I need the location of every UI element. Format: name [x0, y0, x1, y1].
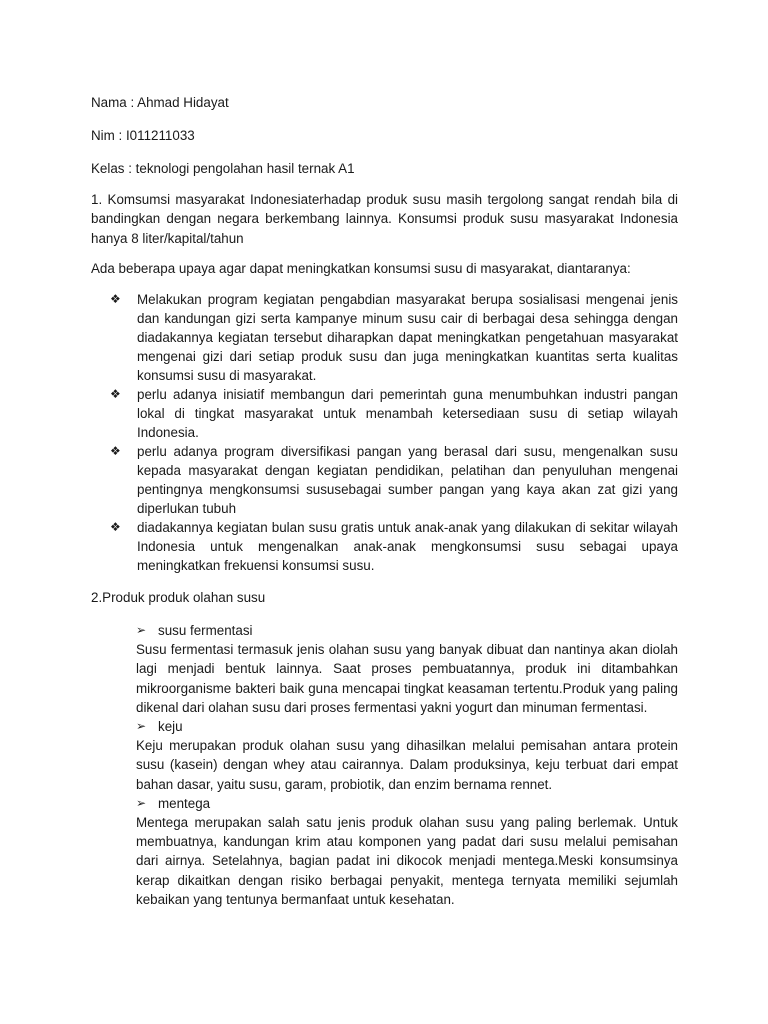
- list-item: [110, 518, 678, 575]
- student-nim: Nim : I011211033: [91, 128, 195, 143]
- arrow-bullet-icon: ➢: [136, 623, 147, 637]
- student-class: Kelas : teknologi pengolahan hasil ternak A1: [91, 161, 355, 176]
- product-description: Mentega merupakan salah satu jenis produk olahan susu yang paling berlemak. Untuk membuatnya, kandungan krim atau komponen yang padat dari susu melalui pemisahan dari airnya. Setelahnya, bagian padat ini dikocok menjadi mentega.Meski konsumsinya kerap dikaitkan dengan risiko berbagai penyakit, mentega ternyata memiliki sejumlah kebaikan yang tentunya bermanfaat untuk kesehatan.: [136, 815, 678, 907]
- arrow-bullet-icon: ➢: [136, 719, 147, 734]
- product-list: [136, 621, 678, 909]
- product-description: Susu fermentasi termasuk jenis olahan susu yang banyak dibuat dan nantinya akan diolah lagi menjadi bentuk lainnya. Saat proses pembuatannya, produk ini ditambahkan mikroorganisme bakteri baik guna mencapai tingkat keasaman tertentu.Produk yang paling dikenal dari olahan susu dari proses fermentasi yakni yogurt dan minuman fermentasi.: [136, 642, 678, 715]
- list-item-text: perlu adanya inisiatif membangun dari pemerintah guna menumbuhkan industri pangan lokal di tingkat masyarakat untuk menambah ketersediaan susu di setiap wilayah Indonesia.: [137, 387, 678, 440]
- list-item-text: diadakannya kegiatan bulan susu gratis untuk anak-anak yang dilakukan di sekitar wilayah Indonesia untuk mengenalkan anak-anak mengkonsumsi susu sebagai upaya meningkatkan frekuensi konsumsi susu.: [137, 520, 678, 573]
- list-item-text: perlu adanya program diversifikasi pangan yang berasal dari susu, mengenalkan susu kepada masyarakat dengan kegiatan pendidikan, pelatihan dan penyuluhan mengenai pentingnya mengkonsumsi sususebagai sumber pangan yang kaya akan zat gizi yang diperlukan tubuh: [137, 444, 678, 516]
- product-item: [136, 621, 678, 717]
- product-description: Keju merupakan produk olahan susu yang dihasilkan melalui pemisahan antara protein susu (kasein) dengan whey atau cairannya. Dalam produksinya, keju terbuat dari empat bahan dasar, yaitu susu, garam, probiotik, dan enzim bernama rennet.: [136, 738, 678, 792]
- product-heading-text: susu fermentasi: [158, 623, 253, 638]
- list-item-text: Melakukan program kegiatan pengabdian masyarakat berupa sosialisasi mengenai jenis dan kandungan gizi serta kampanye minum susu cair di berbagai desa sehingga dengan diadakannya kegiatan tersebut diharapkan dapat meningkatkan pengetahuan masyarakat mengenai gizi dari setiap produk susu dan juga meningkatkan kuantitas serta kualitas konsumsi susu di masyarakat.: [137, 292, 678, 383]
- arrow-bullet-icon: ➢: [136, 795, 147, 810]
- list-item: [110, 385, 678, 442]
- section1-intro: Ada beberapa upaya agar dapat meningkatkan konsumsi susu di masyarakat, diantaranya:: [91, 261, 631, 276]
- product-item: [136, 794, 678, 909]
- section1-paragraph: 1. Komsumsi masyarakat Indonesiaterhadap produk susu masih tergolong sangat rendah bila di bandingkan dengan negara berkembang lainnya. Konsumsi produk susu masyarakat Indonesia hanya 8 liter/kapital/tahun: [91, 192, 678, 246]
- diamond-bullet-icon: ❖: [110, 292, 121, 306]
- diamond-bullet-icon: ❖: [110, 387, 121, 401]
- section2-title: 2.Produk produk olahan susu: [91, 590, 266, 605]
- product-heading-text: mentega: [158, 795, 211, 811]
- product-heading-text: keju: [158, 719, 183, 735]
- list-item: [110, 442, 678, 518]
- product-heading: [136, 621, 678, 640]
- list-item: [110, 290, 678, 385]
- diamond-bullet-icon: ❖: [110, 520, 121, 534]
- product-item: [136, 717, 678, 794]
- product-heading: [136, 717, 678, 736]
- effort-list: [110, 290, 678, 575]
- diamond-bullet-icon: ❖: [110, 444, 121, 458]
- product-heading: [136, 794, 678, 813]
- student-name: Nama : Ahmad Hidayat: [91, 95, 229, 110]
